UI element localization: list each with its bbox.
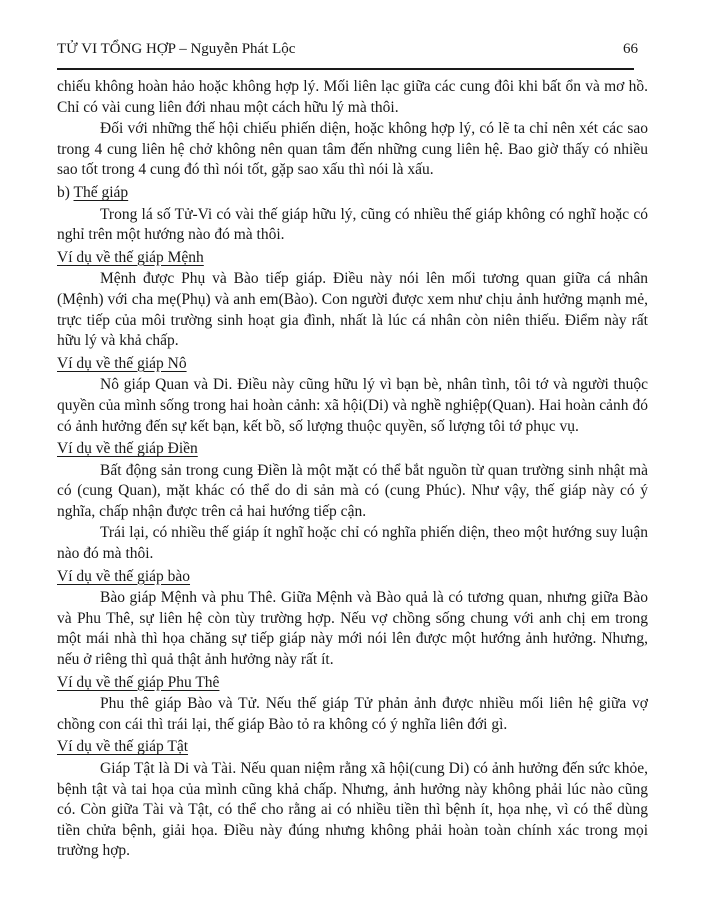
heading-giap-bao-label: Ví dụ về thế giáp bào — [57, 567, 191, 585]
section-heading-the-giap — [57, 183, 648, 204]
paragraph-giap-bao: Bào giáp Mệnh và phu Thê. Giữa Mệnh và Bào quả là có tương quan, nhưng giữa Bào và Phu Thê, sự liên hệ còn tùy trường hợp. Nếu vợ chồng sống chung với anh chị em trong một mái nhà thì họa chăng sự tiếp giáp này mới nói lên được một hướng ảnh hưởng. Nhưng, nếu ở riêng thì quả thật ảnh hưởng này rất ít. — [57, 589, 648, 669]
heading-giap-phu-the-label: Ví dụ về thế giáp Phu Thê — [57, 673, 220, 691]
page-header — [57, 40, 648, 58]
heading-giap-menh — [57, 248, 648, 269]
paragraph-hoi-chieu: Đối với những thế hội chiếu phiến diện, hoặc không hợp lý, có lẽ ta chỉ nên xét các sao trong 4 cung liên hệ chở không nên quan tâm đến những cung liên hệ. Bao giờ thấy có nhiều sao tốt trong 4 cung đó thì nói tốt, gặp sao xấu thì nói là xấu. — [57, 120, 648, 179]
paragraph-giap-phu-the: Phu thê giáp Bào và Tử. Nếu thế giáp Tử phản ảnh được nhiều mối liên hệ giữa vợ chồng con cái thì trái lại, thế giáp Bào tỏ ra không có ý nghĩa liên đới gì. — [57, 695, 648, 733]
heading-giap-dien — [57, 439, 648, 460]
heading-giap-no-label: Ví dụ về thế giáp Nô — [57, 354, 187, 372]
paragraph-continuation: chiếu không hoàn hảo hoặc không hợp lý. Mối liên lạc giữa các cung đôi khi bất ổn và mơ hồ. Chỉ có vài cung liên đới nhau một cách hữu lý mà thôi. — [57, 78, 648, 116]
heading-giap-menh-label: Ví dụ về thế giáp Mệnh — [57, 248, 204, 266]
heading-giap-no — [57, 354, 648, 375]
page-number: 66 — [623, 41, 638, 57]
heading-giap-tat-label: Ví dụ về thế giáp Tật — [57, 738, 189, 756]
heading-giap-tat — [57, 737, 648, 758]
page-content — [57, 40, 648, 862]
body-text — [57, 77, 648, 862]
paragraph-the-giap-intro: Trong lá số Tử-Vi có vài thế giáp hữu lý, cũng có nhiều thế giáp không có nghĩ hoặc có nghỉ trên một hướng nào đó mà thôi. — [57, 205, 648, 244]
paragraph-giap-dien: Bất động sản trong cung Điền là một mặt có thể bắt nguồn từ quan trường sinh nhật mà có (cung Quan), mặt khác có thể do di sản mà có (cung Phúc). Như vậy, thế giáp này có ý nghĩa, chấp nhận được trên cả hai hướng tiếp cận. — [57, 461, 648, 520]
paragraph-giap-tat: Giáp Tật là Di và Tài. Nếu quan niệm rằng xã hội(cung Di) có ảnh hưởng đến sức khỏe, bệnh tật và tai họa của mình cũng khả chấp. Nhưng, ảnh hưởng này không phải lúc nào cũng có. Còn giữa Tài và Tật, có thể cho rằng ai có nhiều tiền thì bệnh ít, họa nhẹ, vì có thể dùng tiền chửa bệnh, giải họa. Điều này đúng nhưng không phải hoàn toàn chính xác trong mọi trường hợp. — [57, 760, 648, 860]
running-title: TỬ VI TỔNG HỢP – Nguyễn Phát Lộc — [57, 41, 296, 57]
header-rule — [57, 68, 634, 70]
heading-giap-dien-label: Ví dụ về thế giáp Điền — [57, 440, 198, 458]
heading-giap-bao — [57, 567, 648, 588]
section-title: Thế giáp — [73, 183, 129, 201]
paragraph-giap-menh: Mệnh được Phụ và Bào tiếp giáp. Điều này nói lên mối tương quan giữa cá nhân (Mệnh) với cha mẹ(Phụ) và anh em(Bào). Con người được xem như chịu ảnh hưởng mạnh mẻ, trực tiếp của môi trường sinh hoạt gia đình, nhất là lúc cá nhân còn niên thiếu. Điểm này rất hữu lý và khả chấp. — [57, 270, 648, 350]
paragraph-giap-no: Nô giáp Quan và Di. Điều này cũng hữu lý vì bạn bè, nhân tình, tôi tớ và người thuộc quyền của mình sống trong hai hoàn cảnh: xã hội(Di) và nghề nghiệp(Quan). Hai hoàn cảnh đó có ảnh hưởng đến sự kết bạn, kết bồ, số lượng thuộc quyền, số lượng tôi tớ phục vụ. — [57, 376, 648, 435]
heading-giap-phu-the — [57, 673, 648, 694]
paragraph-trai-lai: Trái lại, có nhiều thế giáp ít nghĩ hoặc chỉ có nghĩa phiến diện, theo một hướng suy luận nào đó mà thôi. — [57, 524, 648, 563]
section-label: b) — [57, 183, 74, 201]
